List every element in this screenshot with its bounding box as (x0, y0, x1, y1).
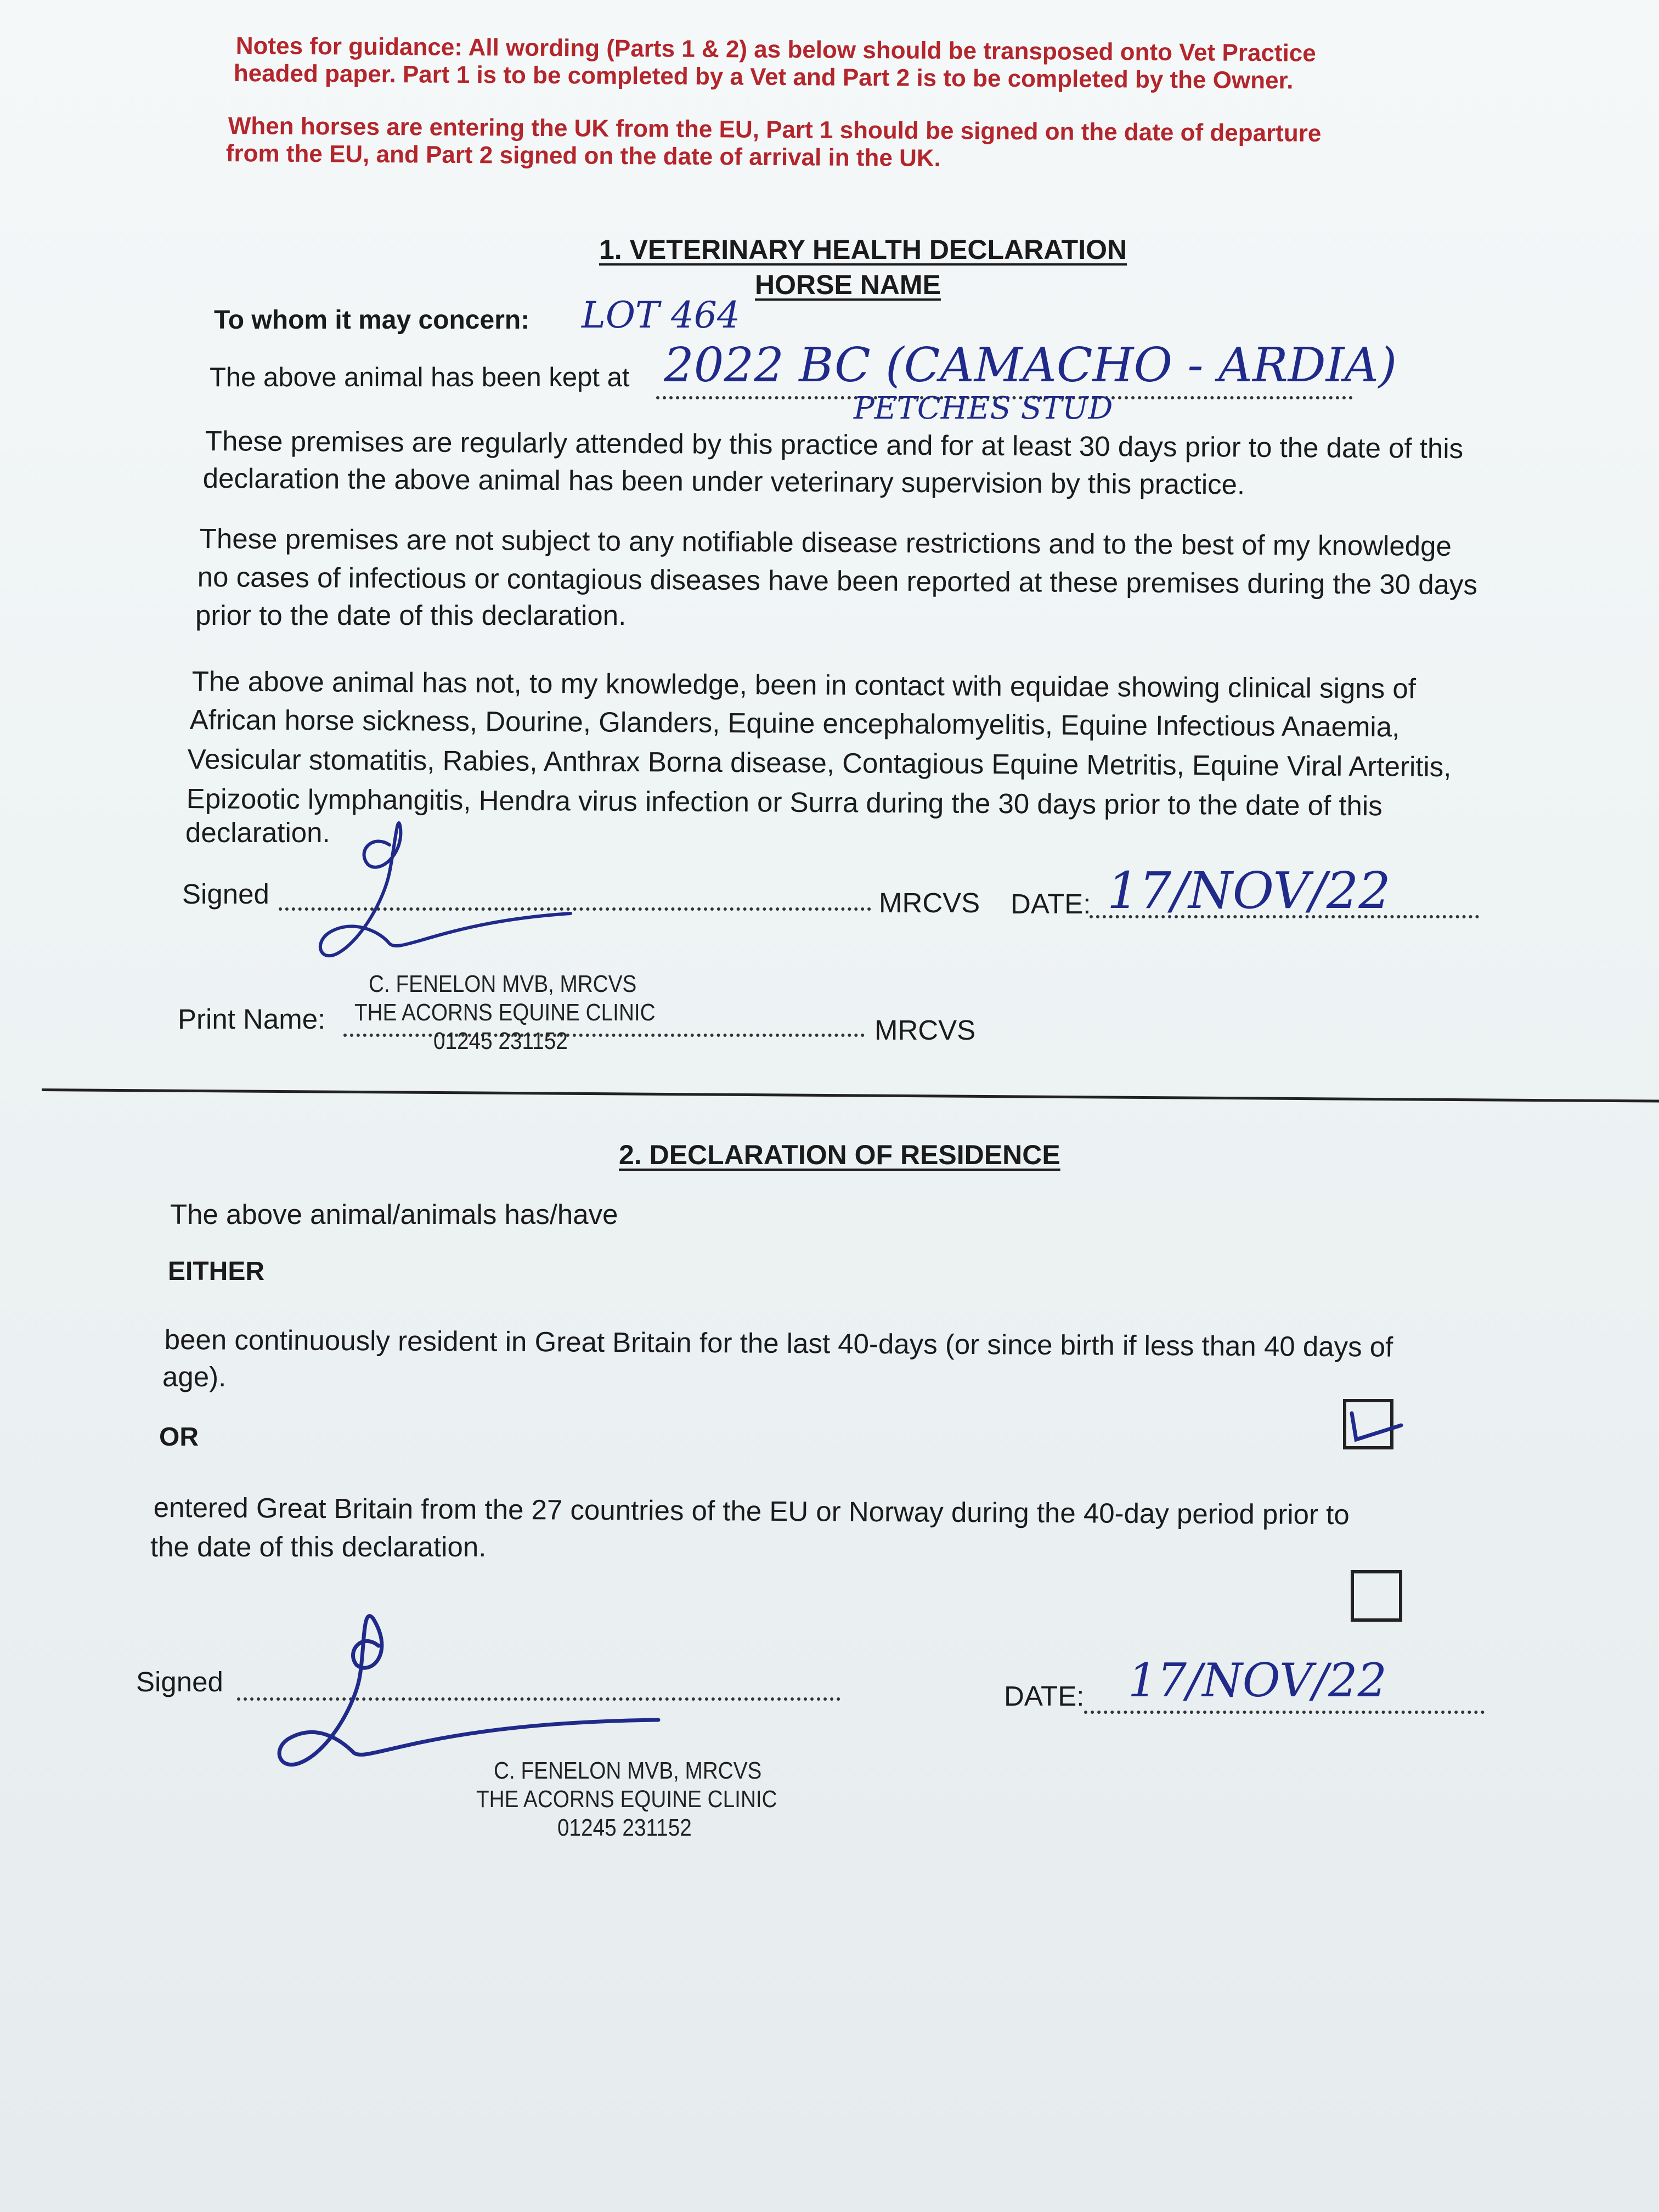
section-divider (42, 1088, 1659, 1103)
part1-signed-label: Signed (182, 878, 269, 910)
guidance-line-2: headed paper. Part 1 is to be completed by a Vet and Part 2 is to be completed by the Owner. (233, 59, 1294, 94)
part1-signature (307, 812, 592, 977)
option1-checkbox[interactable] (1343, 1399, 1393, 1449)
option1-line2: age). (162, 1361, 227, 1392)
para2-line1: These premises are not subject to any notifiable disease restrictions and to the best of my knowledge (199, 522, 1452, 562)
check-mark-icon (1341, 1397, 1412, 1457)
kept-at-handwritten-2: PETCHES STUD (854, 391, 1113, 426)
para3-line1: The above animal has not, to my knowledge, been in contact with equidae showing clinical signs of (191, 665, 1417, 704)
part2-date-handwritten: 17/NOV/22 (1128, 1654, 1387, 1707)
to-whom-handwritten: LOT 464 (582, 294, 740, 336)
kept-at-handwritten: 2022 BC (CAMACHO - ARDIA) (664, 338, 1397, 393)
part2-stamp-phone: 01245 231152 (557, 1814, 692, 1841)
para3-line5: declaration. (185, 817, 330, 848)
either-label: EITHER (168, 1257, 265, 1286)
part2-heading: 2. DECLARATION OF RESIDENCE (619, 1139, 1060, 1170)
option2-checkbox[interactable] (1351, 1570, 1402, 1622)
para1-line1: These premises are regularly attended by this practice and for at least 30 days prior to the date of this (205, 425, 1464, 465)
kept-at-label: The above animal has been kept at (210, 363, 630, 392)
part2-date-dotted-line (1084, 1711, 1485, 1714)
part2-stamp-name: C. FENELON MVB, MRCVS (494, 1757, 762, 1784)
guidance-line-4: from the EU, and Part 2 signed on the date of arrival in the UK. (225, 139, 941, 172)
part1-stamp-clinic: THE ACORNS EQUINE CLINIC (354, 999, 656, 1026)
part1-mrcvs-label: MRCVS (879, 887, 980, 918)
part2-date-label: DATE: (1004, 1680, 1085, 1712)
para1-line2: declaration the above animal has been under veterinary supervision by this practice. (202, 462, 1245, 500)
print-name-mrcvs-label: MRCVS (874, 1014, 976, 1046)
part1-heading: 1. VETERINARY HEALTH DECLARATION (599, 234, 1127, 265)
option1-line1: been continuously resident in Great Britain for the last 40-days (or since birth if less than 40 days of (164, 1323, 1393, 1363)
para3-line2: African horse sickness, Dourine, Glanders, Equine encephalomyelitis, Equine Infectious Anaemia, (189, 703, 1400, 743)
para3-line3: Vesicular stomatitis, Rabies, Anthrax Borna disease, Contagious Equine Metritis, Equine Viral Arteritis, (187, 743, 1452, 783)
horse-name-label: HORSE NAME (755, 269, 941, 300)
print-name-label: Print Name: (178, 1003, 326, 1035)
to-whom-label: To whom it may concern: (214, 306, 530, 335)
part2-signed-label: Signed (136, 1666, 223, 1697)
para2-line2: no cases of infectious or contagious diseases have been reported at these premises during the 30 days (197, 561, 1478, 601)
part2-stamp-clinic: THE ACORNS EQUINE CLINIC (476, 1786, 777, 1813)
part1-stamp-name: C. FENELON MVB, MRCVS (369, 970, 637, 997)
para2-line3: prior to the date of this declaration. (195, 600, 627, 631)
para3-line4: Epizootic lymphangitis, Hendra virus infection or Surra during the 30 days prior to the date of this (186, 782, 1383, 822)
part1-date-handwritten: 17/NOV/22 (1107, 861, 1391, 920)
option2-line2: the date of this declaration. (150, 1531, 487, 1562)
or-label: OR (159, 1423, 199, 1452)
guidance-line-3: When horses are entering the UK from the EU, Part 1 should be signed on the date of departure (228, 112, 1322, 147)
part1-stamp-phone: 01245 231152 (433, 1028, 568, 1054)
option2-line1: entered Great Britain from the 27 countries of the EU or Norway during the 40-day period prior to (153, 1491, 1350, 1531)
guidance-line-1: Notes for guidance: All wording (Parts 1 & 2) as below should be transposed onto Vet Practice (235, 32, 1316, 67)
part2-intro: The above animal/animals has/have (170, 1199, 618, 1230)
print-name-dotted-line (343, 1034, 865, 1037)
part1-date-label: DATE: (1011, 888, 1091, 919)
